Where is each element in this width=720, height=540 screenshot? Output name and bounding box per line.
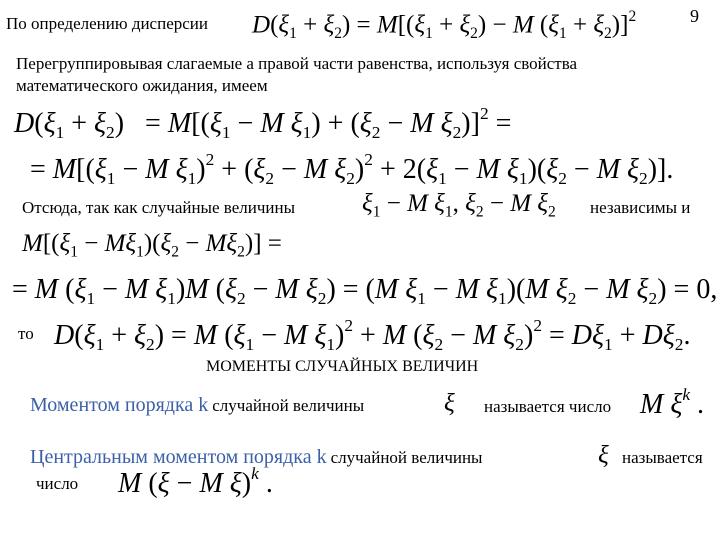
def1-mid: случайной величины (212, 396, 365, 415)
line-since: Отсюда, так как случайные величины (22, 198, 295, 217)
def1-term: Моментом порядка k (30, 394, 209, 416)
formula-result: $D(\xi_1 + \xi_2) = M$ ($\xi_1 - M$ $\xi_1)^2 + M$ ($\xi_2 - M$ $\xi_2)^2 = D\xi_1 + D\xi_2$. (54, 316, 691, 355)
formula-expand-2: = $M[(\xi_1 - M$ $\xi_1)^2 + (\xi_2 - M$ $\xi_2)^2 + 2(\xi_1 - M$ $\xi_1)(\xi_2 - M$ $\xi_2$)]. (30, 150, 674, 189)
def2-term: Центральным моментом порядка k (30, 446, 327, 468)
formula-moment: M $\xi^k$ . (640, 385, 705, 421)
word-then: то (18, 324, 34, 343)
def2-xi: ξ (598, 442, 609, 469)
paragraph-regroup-cont: математического ожидания, имеем (16, 76, 268, 95)
def2-rest: называется (622, 448, 703, 467)
formula-expand-1: $D(\xi_1 + \xi_2) = M[(\xi_1 - M$ $\xi_1) + (\xi_2 - M$ $\xi_2)]^2$ = (14, 104, 512, 143)
formula-indep-1: $M[(\xi_1 - M\xi_1)(\xi_2 - M\xi_2)]$ = (22, 230, 282, 261)
definition-moment (30, 394, 364, 417)
formula-dispersion-def: $D(\xi_1 + \xi_2) = M[(\xi_1 + \xi_2) - M$ $(\xi_1 + \xi_2)]^2$ (252, 8, 637, 43)
def2-mid: случайной величины (330, 448, 483, 467)
line-independent: независимы и (590, 198, 691, 217)
formula-central-moment: M (ξ − M ξ)$^k$ . (118, 464, 273, 500)
paragraph-regroup: Перегруппировывая слагаемые а правой части равенства, используя свойства (16, 54, 578, 73)
def1-xi: ξ (444, 390, 455, 417)
page-number: 9 (690, 6, 699, 26)
formula-variables: $\xi_1 - M$ $\xi_1$, $\xi_2 - M$ $\xi_2$ (362, 190, 556, 221)
def1-rest: называется число (484, 397, 612, 416)
formula-indep-2: = M ($\xi_1 - M$ $\xi_1)M$ ($\xi_2 - M$ $\xi_2) = (M$ $\xi_1 - M$ $\xi_1)(M$ $\xi_2 - M$ $\xi_2) = 0$, (12, 274, 718, 309)
section-title: МОМЕНТЫ СЛУЧАЙНЫХ ВЕЛИЧИН (206, 358, 479, 375)
def2-number: число (36, 474, 79, 493)
line1-text: По определению дисперсии (6, 14, 208, 33)
